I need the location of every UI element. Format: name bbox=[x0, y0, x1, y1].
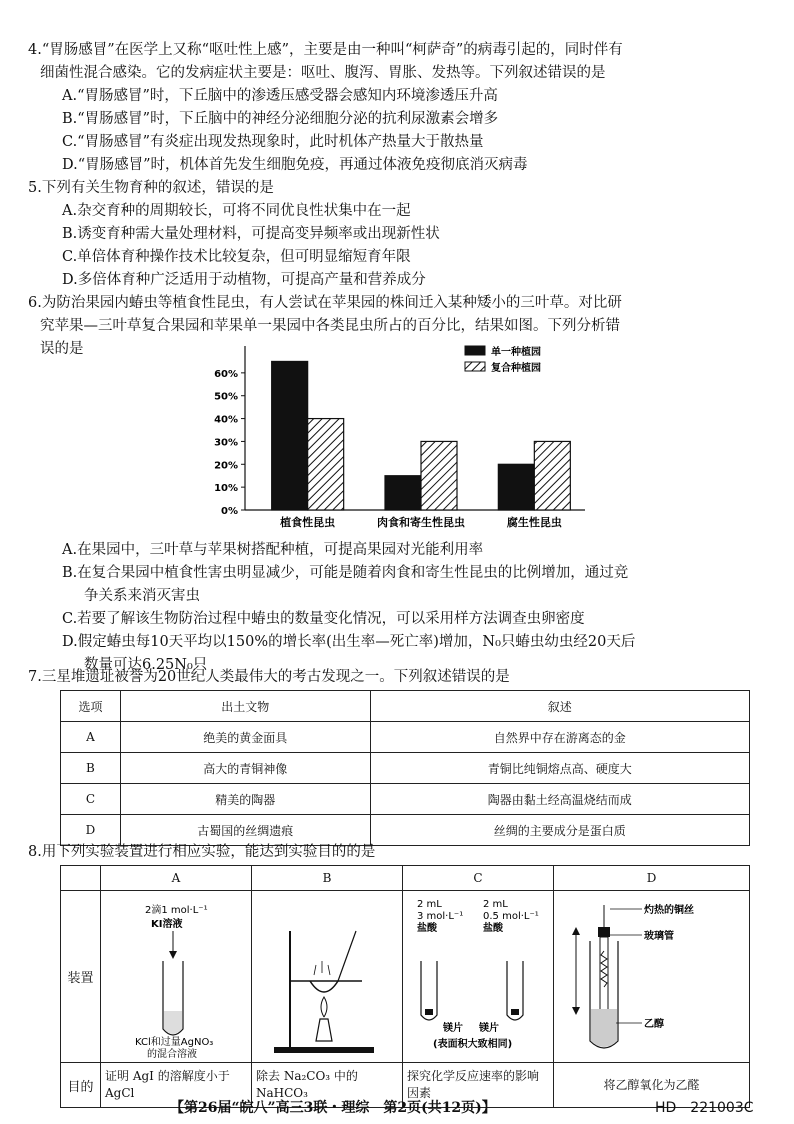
c-mg-label-right: 镁片 bbox=[479, 1023, 499, 1034]
q4-stem-line1: 4.“胃肠感冒”在医学上又称“呕吐性上感”，主要是由一种叫“柯萨奇”的病毒引起的，同时伴有 bbox=[28, 42, 623, 58]
copper-coil-icon bbox=[601, 951, 607, 987]
q8-header-d: D bbox=[554, 866, 750, 891]
q8-goal-b: 除去 Na₂CO₃ 中的 NaHCO₃ bbox=[252, 1063, 403, 1108]
c-left-acid: 盐酸 bbox=[417, 923, 437, 934]
q8-table bbox=[60, 865, 750, 1108]
q4-option-a: A.“胃肠感冒”时，下丘脑中的渗透压感受器会感知内环境渗透压升高 bbox=[62, 88, 498, 104]
q8-header-b: B bbox=[252, 866, 403, 891]
bar-mixed-orchard bbox=[308, 419, 344, 510]
q7-cell: 精美的陶器 bbox=[120, 784, 370, 815]
c-left-volume: 2 mL bbox=[417, 899, 442, 910]
q6-option-d-line2: 数量可达6.25N₀只 bbox=[84, 657, 208, 673]
q7-table-header bbox=[61, 691, 750, 722]
legend-swatch bbox=[465, 346, 485, 355]
d-label-glass-tube: 玻璃管 bbox=[644, 931, 674, 942]
legend-label: 单一种植园 bbox=[491, 347, 541, 358]
q8-header-a: A bbox=[101, 866, 252, 891]
q6-stem-line1: 6.为防治果园内蝽虫等植食性昆虫，有人尝试在苹果园的株间迁入某种矮小的三叶草。对比研 bbox=[28, 295, 622, 311]
alcohol-lamp-icon bbox=[316, 1019, 332, 1041]
q7-cell: D bbox=[61, 815, 121, 846]
y-tick-label: 50% bbox=[214, 391, 238, 403]
a-solution-label-1: KCl和过量AgNO₃ bbox=[135, 1037, 214, 1048]
q8-apparatus-row bbox=[61, 891, 750, 1063]
y-tick-label: 10% bbox=[214, 483, 238, 495]
bar-single-orchard bbox=[272, 361, 308, 510]
q7-cell: 自然界中存在游离态的金 bbox=[370, 722, 749, 753]
q6-stem-line3: 误的是 bbox=[40, 341, 84, 357]
q4-option-c: C.“胃肠感冒”有炎症出现发热现象时，此时机体产热量大于散热量 bbox=[62, 134, 484, 150]
page-footer: 【第26届“皖八”高三3联・理综 第2页(共12页)】 bbox=[170, 1100, 496, 1116]
y-tick-label: 60% bbox=[214, 368, 238, 380]
q6-option-d-line1: D.假定蝽虫每10天平均以150%的增长率(出生率—死亡率)增加，N₀只蝽虫幼虫经20天后 bbox=[62, 634, 636, 650]
q7-cell: 丝绸的主要成分是蛋白质 bbox=[370, 815, 749, 846]
crucible-icon bbox=[310, 981, 338, 992]
bar-single-orchard bbox=[498, 464, 534, 510]
y-tick-label: 0% bbox=[221, 506, 238, 517]
table-row bbox=[61, 815, 750, 846]
up-arrow-icon bbox=[572, 927, 580, 935]
flame-icon bbox=[321, 997, 327, 1017]
vapor-icon bbox=[314, 961, 330, 975]
y-tick-label: 20% bbox=[214, 460, 238, 472]
q8-table-header bbox=[61, 866, 750, 891]
q7-cell: 绝美的黄金面具 bbox=[120, 722, 370, 753]
stopper-icon bbox=[598, 927, 610, 937]
legend-swatch bbox=[465, 362, 485, 371]
q7-header-statement: 叙述 bbox=[370, 691, 749, 722]
heating-crucible-diagram bbox=[252, 891, 402, 1059]
q8-apparatus-c bbox=[403, 891, 554, 1063]
a-solution-label-2: 的混合溶液 bbox=[147, 1049, 197, 1059]
q6-option-b-line2: 争关系来消灭害虫 bbox=[84, 588, 200, 604]
q8-apparatus-a bbox=[101, 891, 252, 1063]
q7-cell: C bbox=[61, 784, 121, 815]
a-reagent-label-1: 2滴1 mol·L⁻¹ bbox=[145, 905, 208, 916]
c-right-conc: 0.5 mol·L⁻¹ bbox=[483, 911, 539, 922]
q7-cell: A bbox=[61, 722, 121, 753]
q7-cell: 古蜀国的丝绸遗痕 bbox=[120, 815, 370, 846]
q7-cell: 青铜比纯铜熔点高、硬度大 bbox=[370, 753, 749, 784]
x-category-label: 腐生性昆虫 bbox=[506, 516, 562, 529]
arrow-head-icon bbox=[169, 951, 177, 959]
bar-single-orchard bbox=[385, 476, 421, 510]
q8-header-empty bbox=[61, 866, 101, 891]
q7-stem: 7.三星堆遗址被誉为20世纪人类最伟大的考古发现之一。下列叙述错误的是 bbox=[28, 669, 510, 685]
legend-label: 复合种植园 bbox=[491, 363, 541, 374]
q5-option-c: C.单倍体育种操作技术比较复杂，但可明显缩短育年限 bbox=[62, 249, 411, 265]
copper-wire-ethanol-diagram bbox=[554, 891, 749, 1059]
table-row bbox=[61, 753, 750, 784]
q8-apparatus-b bbox=[252, 891, 403, 1063]
q7-table bbox=[60, 690, 750, 846]
bar-mixed-orchard bbox=[421, 441, 457, 510]
q8-row-label-goal: 目的 bbox=[61, 1063, 101, 1108]
c-surface-note: (表面积大致相同) bbox=[433, 1039, 513, 1050]
q5-stem: 5.下列有关生物育种的叙述，错误的是 bbox=[28, 180, 274, 196]
q7-header-option: 选项 bbox=[61, 691, 121, 722]
solution-icon bbox=[164, 1011, 182, 1034]
q8-goal-c: 探究化学反应速率的影响因素 bbox=[403, 1063, 554, 1108]
bar-mixed-orchard bbox=[534, 441, 570, 510]
q7-cell: B bbox=[61, 753, 121, 784]
table-row bbox=[61, 784, 750, 815]
x-category-label: 肉食和寄生性昆虫 bbox=[377, 516, 465, 529]
q8-header-c: C bbox=[403, 866, 554, 891]
q8-apparatus-d bbox=[554, 891, 750, 1063]
q8-row-label-apparatus: 装置 bbox=[61, 891, 101, 1063]
q8-stem: 8.用下列实验装置进行相应实验，能达到实验目的的是 bbox=[28, 844, 376, 860]
q4-option-b: B.“胃肠感冒”时，下丘脑中的神经分泌细胞分泌的抗利尿激素会增多 bbox=[62, 111, 499, 127]
c-mg-label-left: 镁片 bbox=[443, 1023, 463, 1034]
q6-stem-line2: 究苹果—三叶草复合果园和苹果单一果园中各类昆虫所占的百分比，结果如图。下列分析错 bbox=[40, 318, 620, 334]
x-category-label: 植食性昆虫 bbox=[280, 516, 336, 529]
stand-base-icon bbox=[274, 1047, 374, 1053]
q5-option-b: B.诱变育种需大量处理材料，可提高变异频率或出现新性状 bbox=[62, 226, 440, 242]
table-row bbox=[61, 722, 750, 753]
c-left-conc: 3 mol·L⁻¹ bbox=[417, 911, 464, 922]
q6-option-c: C.若要了解该生物防治过程中蝽虫的数量变化情况，可以采用样方法调查虫卵密度 bbox=[62, 611, 585, 627]
right-magnesium-icon bbox=[511, 1009, 519, 1015]
paper-code: HD 221003C bbox=[655, 1100, 754, 1116]
q4-stem-line2: 细菌性混合感染。它的发病症状主要是：呕吐、腹泻、胃胀、发热等。下列叙述错误的是 bbox=[40, 65, 606, 81]
reaction-rate-test-tubes-diagram bbox=[403, 891, 553, 1059]
y-tick-label: 30% bbox=[214, 437, 238, 449]
d-label-ethanol: 乙醇 bbox=[644, 1019, 664, 1030]
q6-option-a: A.在果园中，三叶草与苹果树搭配种植，可提高果园对光能利用率 bbox=[62, 542, 484, 558]
d-label-copper-wire: 灼热的铜丝 bbox=[644, 905, 694, 916]
q7-header-artifact: 出土文物 bbox=[120, 691, 370, 722]
q4-option-d: D.“胃肠感冒”时，机体首先发生细胞免疫，再通过体液免疫彻底消灭病毒 bbox=[62, 157, 528, 173]
q8-goal-d: 将乙醇氧化为乙醛 bbox=[554, 1063, 750, 1108]
q8-goal-a: 证明 AgI 的溶解度小于 AgCl bbox=[101, 1063, 252, 1108]
dropper-test-tube-diagram bbox=[101, 891, 251, 1059]
c-right-acid: 盐酸 bbox=[483, 923, 503, 934]
down-arrow-icon bbox=[572, 1007, 580, 1015]
left-magnesium-icon bbox=[425, 1009, 433, 1015]
q5-option-d: D.多倍体育种广泛适用于动植物，可提高产量和营养成分 bbox=[62, 272, 426, 288]
q7-cell: 陶器由黏土经高温烧结而成 bbox=[370, 784, 749, 815]
q6-option-b-line1: B.在复合果园中植食性害虫明显减少，可能是随着肉食和寄生性昆虫的比例增加，通过竞 bbox=[62, 565, 629, 581]
insect-percentage-bar-chart bbox=[205, 340, 605, 540]
a-reagent-label-2: KI溶液 bbox=[151, 919, 183, 930]
q5-option-a: A.杂交育种的周期较长，可将不同优良性状集中在一起 bbox=[62, 203, 411, 219]
ethanol-liquid-icon bbox=[591, 1009, 617, 1047]
glass-rod-icon bbox=[338, 931, 356, 981]
y-tick-label: 40% bbox=[214, 414, 238, 426]
c-right-volume: 2 mL bbox=[483, 899, 508, 910]
q7-cell: 高大的青铜神像 bbox=[120, 753, 370, 784]
